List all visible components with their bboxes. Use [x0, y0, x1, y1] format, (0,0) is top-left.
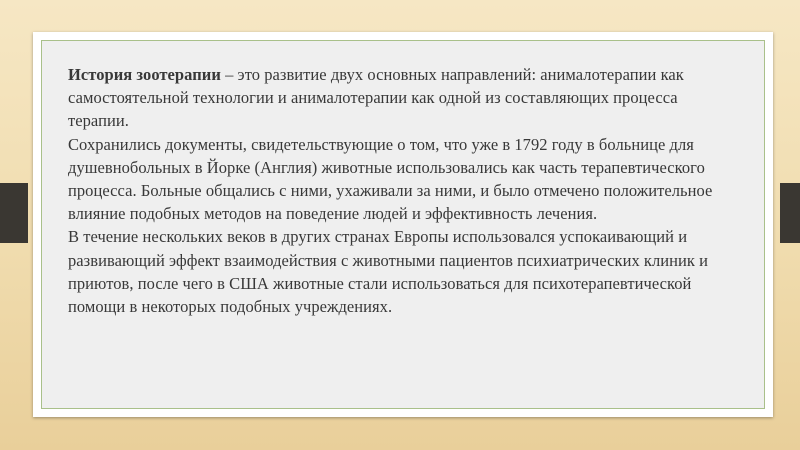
paragraph-europe: В течение нескольких веков в других странах Европы использовался успокаивающий и развивающий эффект взаимодействия с животными пациентов психиатрических клиник и приютов, после чего в США животные стали использоваться для психотерапевтической помощи в некоторых подобных учреждениях.	[68, 227, 709, 317]
paragraph-history	[68, 63, 728, 133]
right-decor-bar	[780, 183, 800, 243]
paragraph-documents: Сохранились документы, свидетельствующие о том, что уже в 1792 году в больнице для душевнобольных в Йорке (Англия) животные использовались как часть терапевтического процесса. Больные общались с ними, ухаживали за ними, и было отмечено положительное влияние подобных методов на поведение людей и эффективность лечения.	[68, 134, 713, 224]
term-zootherapy-history: История зоотерапии	[68, 65, 221, 84]
slide-text	[68, 63, 728, 318]
left-decor-bar	[0, 183, 28, 243]
slide-card-inner	[41, 40, 765, 409]
slide-card	[33, 32, 773, 417]
paragraph-history-rest: – это развитие двух основных направлений: анималотерапии как самостоятельной технологии и анималотерапии как одной из составляющих процесса терапии.	[68, 65, 684, 131]
